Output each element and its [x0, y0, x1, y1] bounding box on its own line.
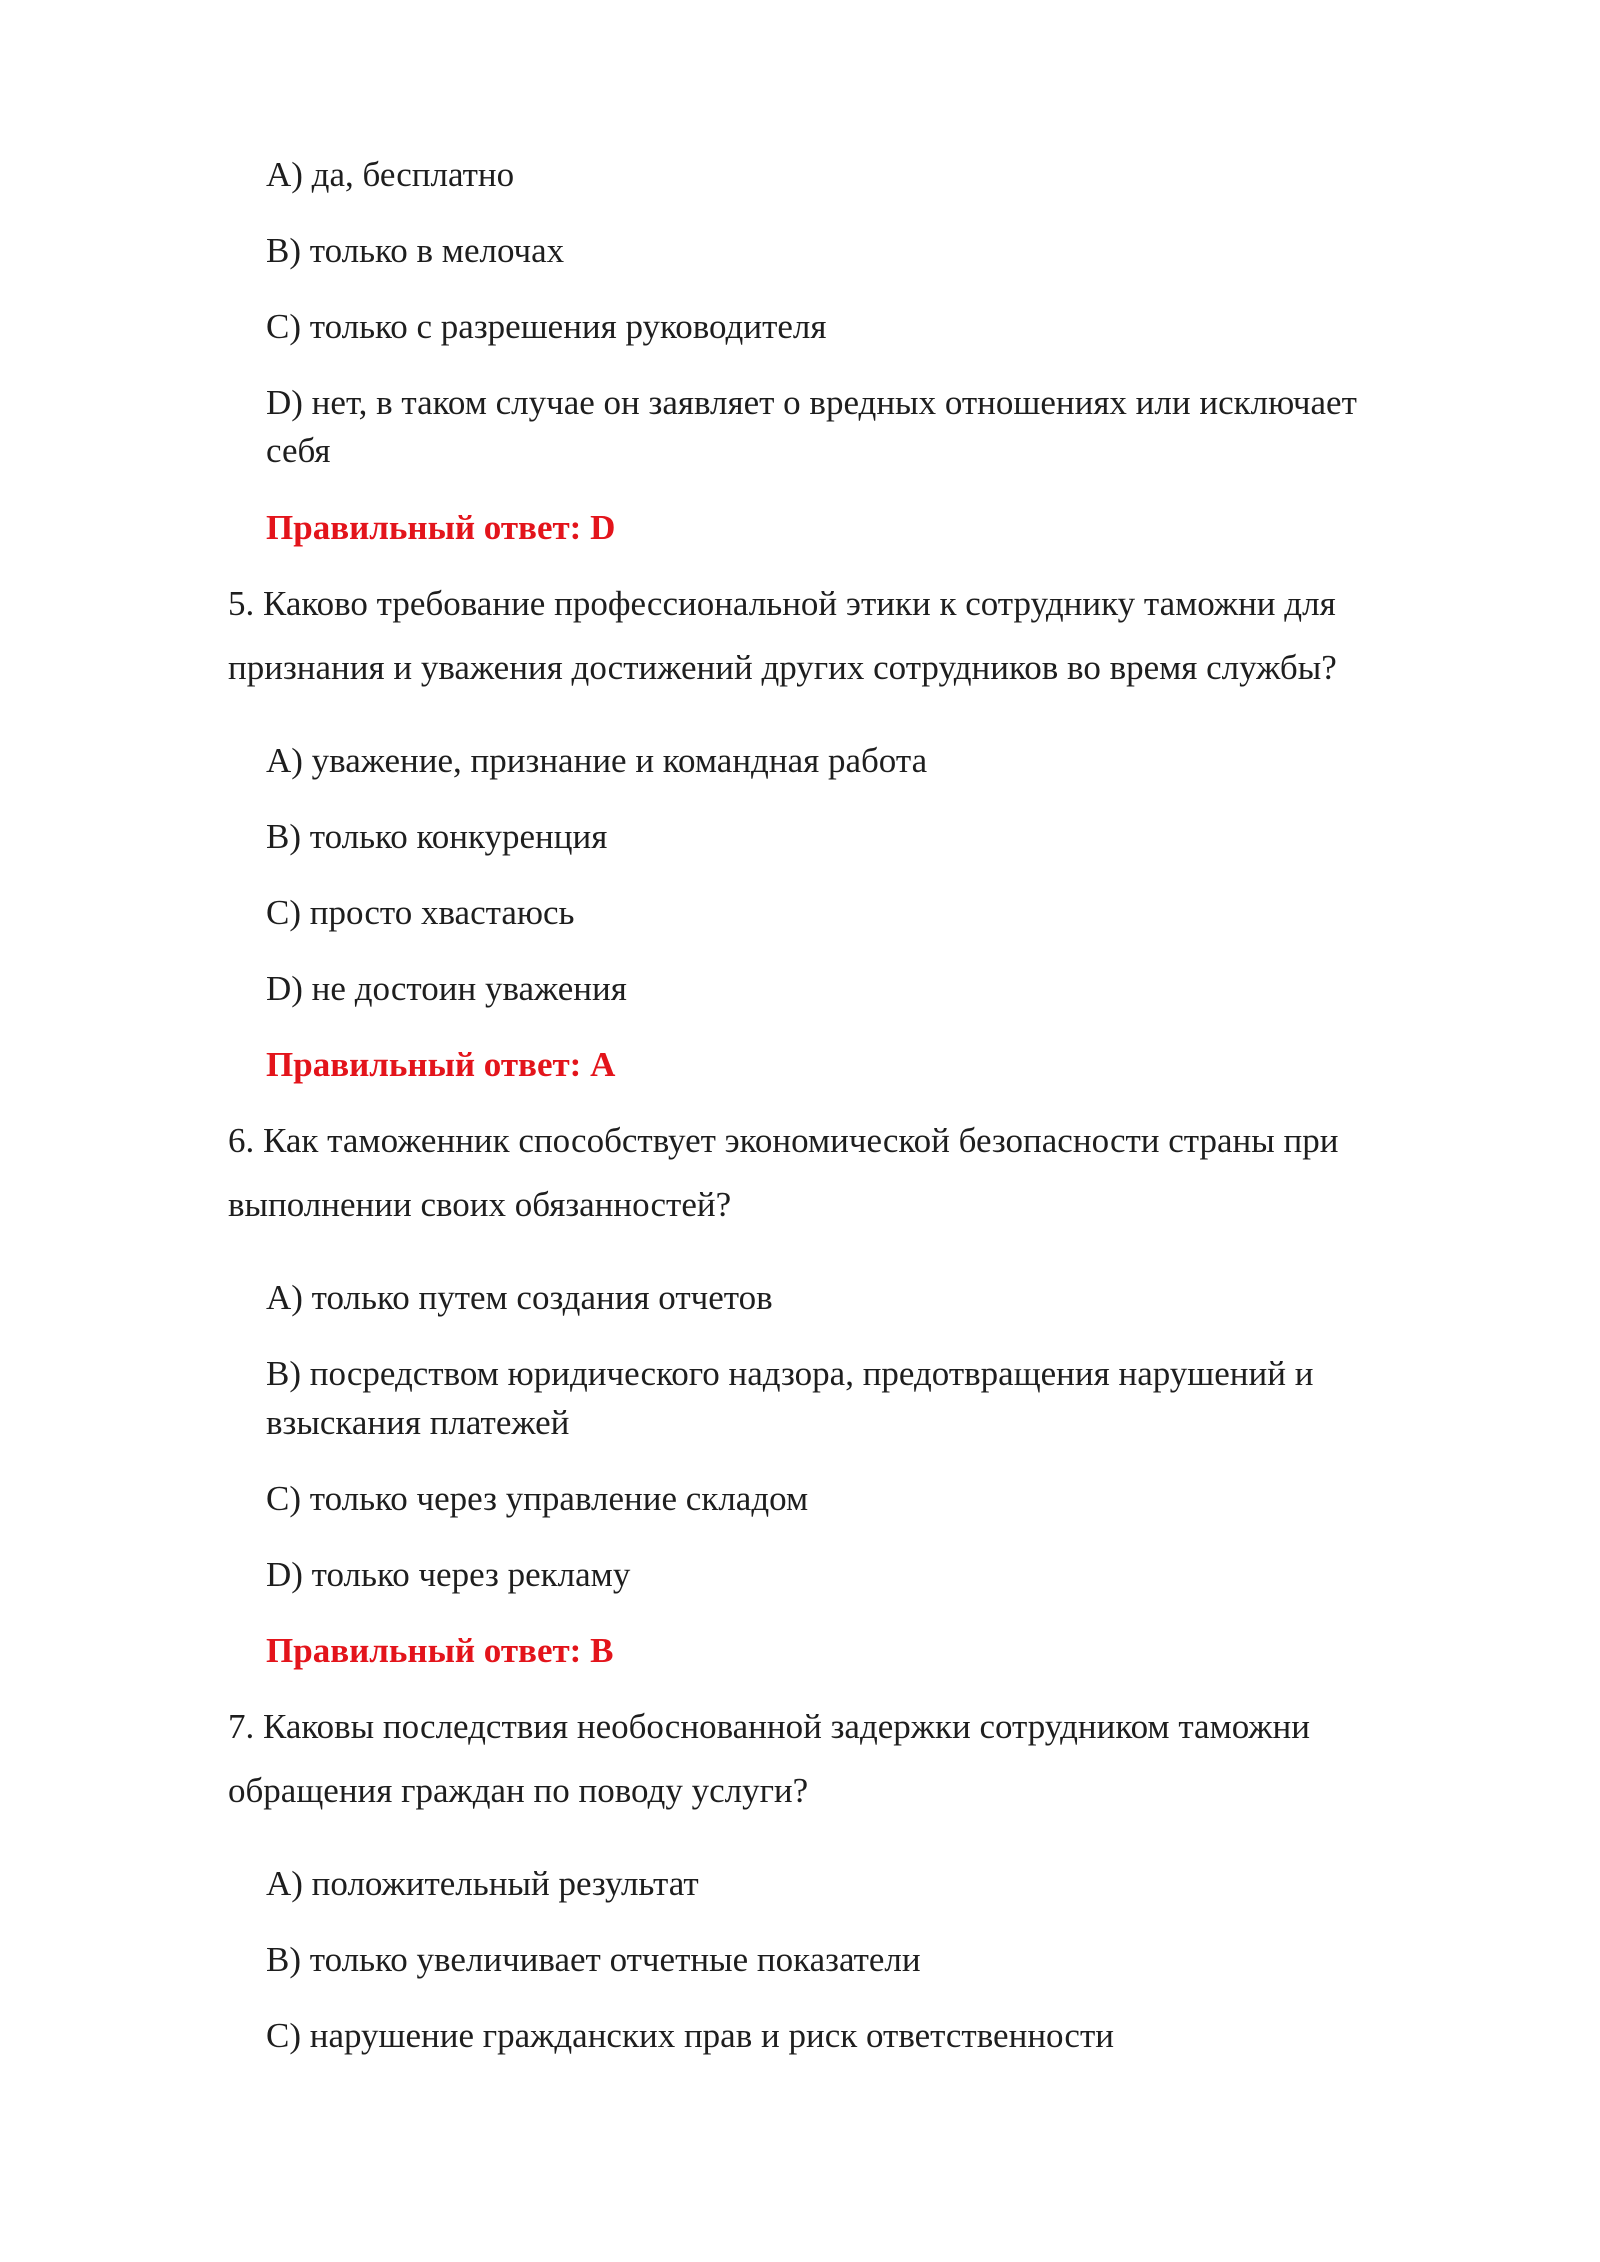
q5-question-line-2: признания и уважения достижений других сотрудников во время службы?	[228, 648, 1337, 687]
q7-question-line-1: 7. Каковы последствия необоснованной задержки сотрудником таможни	[228, 1707, 1311, 1746]
q5-option-b: B) только конкуренция	[266, 817, 608, 856]
q4-option-d: D) нет, в таком случае он заявляет о вредных отношениях или исключает	[266, 383, 1357, 422]
q6-option-b-continuation: взыскания платежей	[266, 1403, 570, 1442]
q6-question-line-2: выполнении своих обязанностей?	[228, 1185, 732, 1224]
q7-option-b: B) только увеличивает отчетные показатели	[266, 1940, 921, 1979]
q4-option-b: B) только в мелочах	[266, 231, 565, 270]
q7-option-c: C) нарушение гражданских прав и риск ответственности	[266, 2016, 1114, 2055]
q6-option-d: D) только через рекламу	[266, 1555, 631, 1594]
q5-option-a: А) уважение, признание и командная работа	[266, 741, 928, 780]
q6-option-b: B) посредством юридического надзора, предотвращения нарушений и	[266, 1354, 1314, 1393]
q6-correct-answer: Правильный ответ: B	[266, 1631, 614, 1670]
q6-option-c: C) только через управление складом	[266, 1479, 809, 1518]
q7-question-line-2: обращения граждан по поводу услуги?	[228, 1771, 809, 1810]
q6-question-line-1: 6. Как таможенник способствует экономической безопасности страны при	[228, 1121, 1339, 1160]
q4-option-c: C) только с разрешения руководителя	[266, 307, 827, 346]
q7-option-a: А) положительный результат	[266, 1864, 699, 1903]
q5-question-line-1: 5. Каково требование профессиональной этики к сотруднику таможни для	[228, 584, 1336, 623]
q4-option-a: А) да, бесплатно	[266, 155, 515, 194]
q5-correct-answer: Правильный ответ: A	[266, 1045, 616, 1084]
q5-option-d: D) не достоин уважения	[266, 969, 627, 1008]
q4-correct-answer: Правильный ответ: D	[266, 508, 616, 547]
q6-option-a: А) только путем создания отчетов	[266, 1278, 773, 1317]
q4-option-d-continuation: себя	[266, 431, 331, 470]
q5-option-c: C) просто хвастаюсь	[266, 893, 575, 932]
